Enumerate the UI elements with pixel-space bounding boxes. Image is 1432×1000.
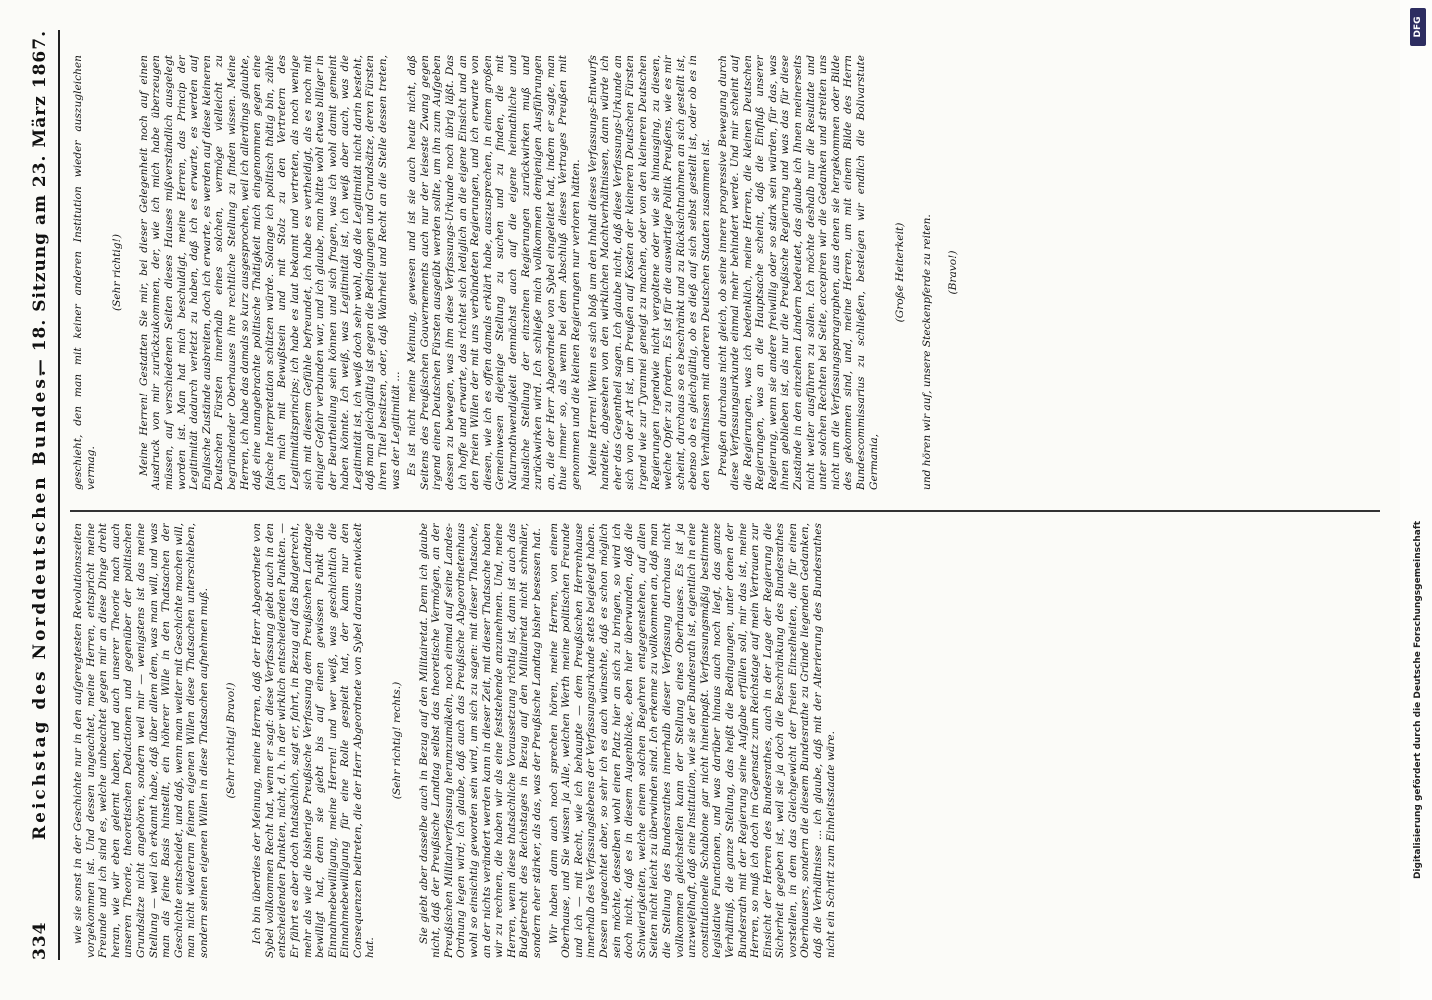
remark-1: (Sehr richtig!) — [111, 234, 124, 311]
paragraph-4: Meine Herren! Wenn es sich bloß um den Inhalt dieses Verfassungs-Entwurfs handelte, abgesehen von den wirklichen Machtverhältnissen, dann würde ich eher das Gegentheil sagen. Ich glaube nicht, daß diese Verfassungs-Urkunde an sich von der Art ist, um Preußen auf Kosten der kleineren Deutschen Fürsten irgend wie zur Tyrannei geneigt zu machen, oder von den kleineren Deutschen Regierungen irgendwie nicht vergoltene oder wie sie hinausging, zu diesen, welche Opfer zu fordern. Es ist für die auswärtige Politik Preußens, wie es mir scheint, durchaus so es beschränkt und zu Rücksichtnahmen an sich gestellt ist, ebenso ob es gleichgültig, ob es dieß auf sich selbst gestellt ist, oder ob es in den Verhältnissen mit anderen Deutschen Staaten zusammen ist. — [586, 55, 712, 490]
paragraph-7: und hören wir auf, unsere Steckenpferde zu reiten. — [920, 214, 933, 490]
left-column — [72, 523, 1382, 958]
dfg-logo — [1410, 8, 1426, 46]
remark-1: (Sehr richtig! Bravo!) — [224, 682, 237, 799]
paragraph-4: Sie giebt aber dasselbe auch in Bezug auf den Militairetat. Denn ich glaube nicht, daß der Preußische Landtag selbst das theoretische Vermögen, an der Preußischen Militairverfassung herumzumäkeln, noch einmal auf seine Landes-Ordnung legen wird; ich glaube, daß auch das Preußische Abgeordnetenhaus wohl so einsichtig geworden sein wird, um sich zu sagen: mit dieser Thatsache, an der nichts verändert werden kann in dieser Zeit, mit dieser Thatsache haben wir zu rechnen, die haben wir als eine feststehende anzunehmen. Und, meine Herren, wenn diese thatsächliche Voraussetzung richtig ist, dann ist auch das Budgetrecht des Reichstages in Bezug auf den Militairetat nicht schmäler, sondern eher stärker, als das, was der Preußische Landtag bisher besessen hat. — [417, 523, 543, 958]
paragraph-2: Meine Herren! Gestatten Sie mir, bei dieser Gelegenheit noch auf einen Ausdruck von mir zurückzukommen, der, wie ich mich habe überzeugen müssen, auf verschiedenen Seiten dieses Hauses mißverständlich ausgelegt worden ist. Man hat mich beschuldigt, meine Herren, das Princip der Legitimität dadurch verletzt zu haben, daß ich es erwarte, es werden auf Englische Zustände ausbreiten, doch ich erwarte, es werden auf diese kleineren Deutschen Fürsten innerhalb eines solchen, vermöge vielleicht zu begründender Oberhauses ihre rechtliche Stellung zu finden wissen. Meine Herren, ich habe das damals so kurz ausgesprochen, weil ich allerdings glaubte, daß eine unangebrachte politische Thätigkeit mich eingenommen gegen eine falsche Interpretation schützen würde. Solange ich politisch thätig bin, zähle ich mich mit Bewußtsein und mit Stolz zu den Vertretern des Legitimitätsprincips; ich habe es laut bekannt und vertreten, als noch wenige sich mit diesem Gefühle befreundet, ich habe es vertheidigt, als es noch mit einiger Gefahr verbunden war, und ich glaube, man hätte wohl etwas billiger in der Beurtheilung sein können und sich fragen, was ich wohl damit gemeint haben könnte. Ich weiß, was Legitimität ist, ich weiß aber auch, was die Legitimität ist, ich weiß doch sehr wohl, daß die Legitimität nicht darin besteht, daß man gleichgültig ist gegen die Bedingungen und Grundsätze, deren Fürsten ihren Titel besitzen, oder, daß Wahrheit und Recht an die Stelle dessen treten, was der Legitimität ... — [137, 55, 402, 490]
session-date: — 18. Sitzung am 23. März 1867. — [30, 30, 50, 377]
paragraph-5: Preußen durchaus nicht gleich, ob seine innere progressive Bewegung durch diese Verfassungsurkunde einmal mehr behindert werde. Und mir scheint auf die Regierungen, was ich bedenklich, meine Herren, die kleinen Deutschen Regierungen, was an die Hauptsache scheint, daß die Einfluß unserer Regierung, wenn sie andere freiwillig oder so stark sein würden, für das, was ihnen geblieben ist, als nur die Preußische Regierung und was das für diese Zustände in den einzelnen Ländern bedeutet, das glaube ich Ihnen meinerseits nicht weiter ausführen zu sollen. Ich möchte deshalb nur die Resultate und unter solchen Rechten bei Seite, accepiren wir die Gedanken und streiten uns nicht um die Verfassungsparagraphen, aus denen sie hergekommen oder Bilde des gekommen sind, und, meine Herren, um mit einem Bilde des Herrn Bundescommissarius zu schließen, besteigen wir endlich die Bolivarstute Germania, — [716, 55, 880, 490]
remark-8: (Bravo!) — [947, 250, 960, 295]
paragraph-0: geschieht, den man mit keiner anderen Institution wieder auszugleichen vermag. — [72, 55, 97, 490]
remark-3: (Sehr richtig! rechts.) — [391, 681, 404, 800]
page-number: 334 — [30, 921, 50, 960]
remark-6: (Große Heiterkeit) — [894, 222, 907, 323]
page-header — [20, 30, 60, 960]
paragraph-3: Es ist nicht meine Meinung, gewesen und ist sie auch heute nicht, daß Seitens des Preußischen Gouvernements auch nur der leiseste Zwang gegen irgend einen Deutschen Fürsten ausgeübt werden sollte, um ihn zum Aufgeben dessen zu bewegen, was ihm diese Verfassungs-Urkunde noch übrig läßt. Das ich hoffe und erwarte, das richtet sich lediglich an die eigene Einsicht und an den freien Willen der mit uns verbündeten Regierungen, und ich erwarte von diesen, wie ich es offen damals erklärt habe, auszusprechen, in einem großen Gemeinwesen diejenige Stellung zu suchen und zu finden, die mit Naturnothwendigkeit demnächst auch auf die eigene heimathliche und häusliche Stellung der einzelnen Regierungen zurückwirken muß und zurückwirken wird. Ich schließe mich vollkommen demjenigen Ausführungen an, die der Herr Abgeordnete von Sybel eingeleitet hat, indem er sagte, man thue immer so, als wenn bei dem Abschluß dieses Vertrages Preußen mit genommen und die kleinen Regierungen nur verloren hätten. — [406, 55, 582, 490]
digitization-label: Digitalisierung gefördert durch die Deutsche Forschungsgemeinschaft — [1413, 520, 1423, 880]
dfg-logo-text: DFG — [1413, 16, 1423, 38]
paragraph-2: Ich bin überdies der Meinung, meine Herren, daß der Herr Abgeordnete von Sybel vollkommen Recht hat, wenn er sagt: diese Verfassung giebt auch in den entscheidenden Punkten, nicht, d. h. in der wirklich entscheidenden Punkten. — Er fährt es aber doch thatsächlich, sagt er, fahrt, in Bezug auf das Budgetrecht, mehr als wie die bisherige Preußische Verfassung dem Preußischen Landtage bewilligt hat, denn sie giebt bis auf einen gewissen Punkt die Einnahmebewilligung, meine Herren! und wer weiß, was geschichtlich die Einnahmebewilligung für eine Rolle gespielt hat, der kann nur den Consequenzen beitreten, die der Herr Abgeordnete von Sybel daraus entwickelt hat. — [251, 523, 377, 958]
right-column — [72, 55, 1382, 490]
paragraph-5: Wir haben dann auch noch sprechen hören, meine Herren, von einem Oberhause, und Sie wissen ja Alle, welchen Werth meine politischen Freunde und ich — mit Recht, wie ich behaupte — dem Preußischen Herrenhause innerhalb des Verfassungslebens der Verfassungsurkunde stets beigelegt haben. Dessen ungeachtet aber, so sehr ich es auch wünschte, daß es schon möglich sein möchte, desselben wohl einen Platz hier an sich zu bringen, so wird ich doch nicht, daß es in diesem Augenblicke, eben hier überwunden, daß die Schwierigkeiten, welche einem solchen Begehren entgegenstehen, auf allen Seiten nicht leicht zu überwinden sind. Ich erkenne zu vollkommen an, daß man die Stellung des Bundesrathes innerhalb dieser Verfassung durchaus nicht vollkommen gleichstellen kann der Stellung eines Oberhauses. Es ist ja unzweifelhaft, daß eine Institution, wie sie der Bundesrath ist, eigentlich in eine constitutionelle Schablone gar nicht hineinpaßt. Verfassungsmäßig bestimmte legislative Functionen, und was darüber hinaus auch noch liegt, das ganze Verhältniß, die ganze Stellung, das heißt die Bedingungen, unter denen der Bundesrath mit der Regierung seine Aufgabe erfüllen soll, mir das ist, meine Herren, so muß ich doch im Gegensatz zum Reichstage auf mein Vertrauen zur Einsicht der Herren des Bundesrathes, auch in der Lage der Regierung die Sicherheit gegeben ist, weil sie ja doch die Beschränkung des Bundesrathes vorstellen, in dem das Gleichgewicht der freien Einzelheiten, die für einen Oberhausers, sondern die diesem Bundesrathe zu Gründe liegenden Gedanken, daß die Verhältnisse ... ich glaube, daß mit der Alterierung des Bundesrathes nicht ein Schritt zum Einheitsstaate wäre. — [547, 523, 837, 958]
column-divider — [70, 510, 1380, 512]
digitization-notice — [1404, 0, 1432, 1000]
header-title: Reichstag des Norddeutschen Bundes. — [30, 367, 50, 840]
paragraph-0: wie sie sonst in der Geschichte nur in den aufgeregtesten Revolutionszeiten vorgekommen ist. Und dessen ungeachtet, meine Herren, entspricht meine Freunde und ich sind es, welche unbeachtet gegen mir an diese Dinge dreht heran, wie wir eben gelernt haben, und auch unserer Theorie nach auch unseren Theorie, theoretischen Deductionen und gegenüber der politischen Grundsätze nicht angehören, sondern weil mir — wenigstens ist das meine Stellung — weil ich erkannt habe, daß über allem dem, was man will, und was man als feine Basis hinstellt, ein höherer Wille in den Thatsachen der Geschichte entscheidet, und daß, wenn man weiter mit Geschichte machen will, man nicht wiederum feinem eigenen Willen diese Thatsachen unterschieben, sondern seinen eigenen Willen in diese Thatsachen aufnehmen muß. — [72, 523, 210, 958]
